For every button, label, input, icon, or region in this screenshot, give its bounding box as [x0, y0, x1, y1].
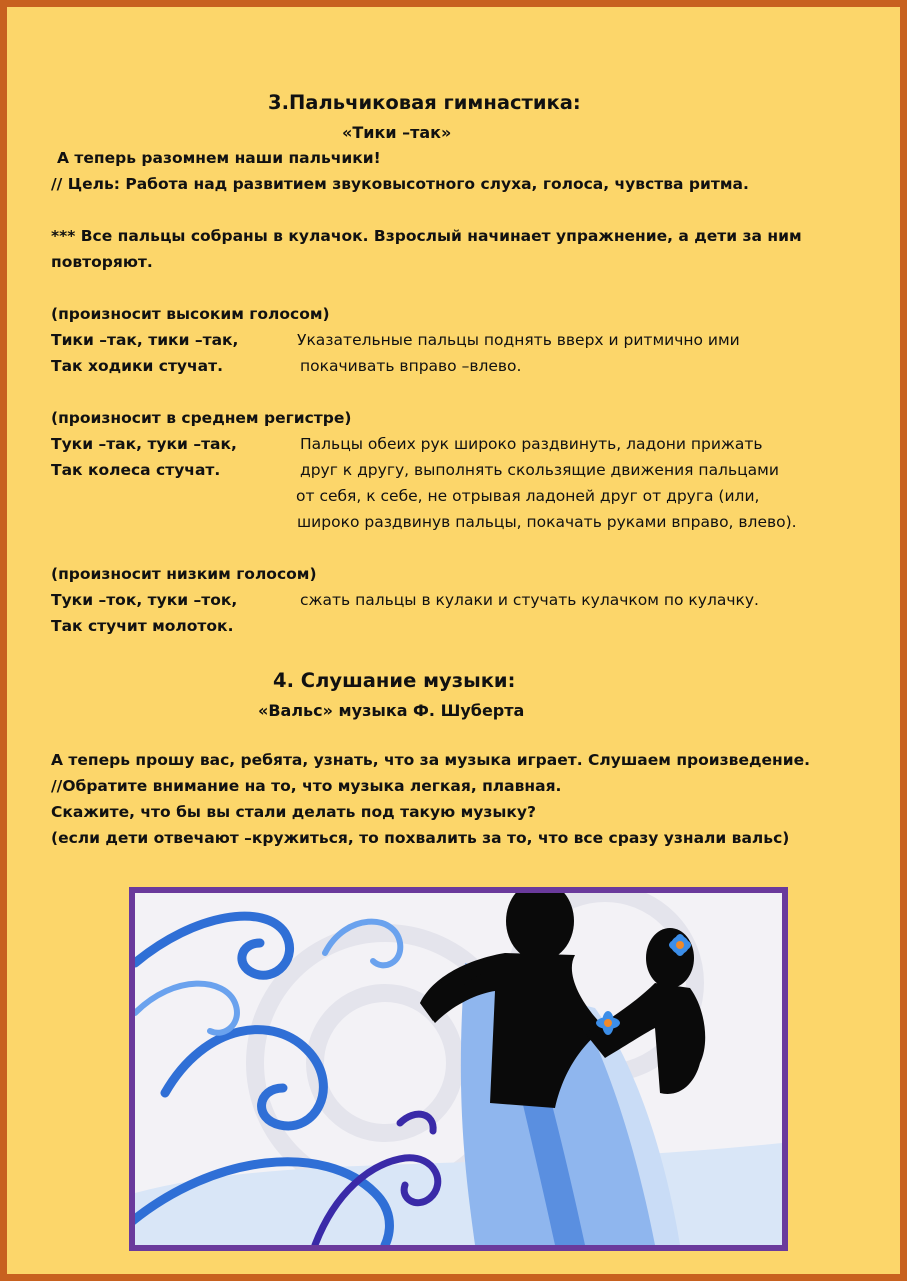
verse-line: Туки –ток, туки –ток, [51, 591, 238, 609]
action-line: друг к другу, выполнять скользящие движения пальцами [300, 461, 779, 479]
action-line: Пальцы обеих рук широко раздвинуть, ладони прижать [300, 435, 763, 453]
action-line: покачивать вправо –влево. [300, 357, 522, 375]
action-line: Указательные пальцы поднять вверх и ритмично ими [297, 331, 740, 349]
voice-note-high: (произносит высоким голосом) [51, 305, 330, 323]
waltz-dancers-illustration [135, 893, 782, 1245]
verse-line: Туки –так, туки –так, [51, 435, 237, 453]
verse-line: Так ходики стучат. [51, 357, 223, 375]
voice-note-middle: (произносит в среднем регистре) [51, 409, 352, 427]
verse-line: Так стучит молоток. [51, 617, 234, 635]
section-4-title: 4. Слушание музыки: [273, 669, 516, 692]
verse-line: Тики –так, тики –так, [51, 331, 239, 349]
instruction-line-2: повторяют. [51, 253, 153, 271]
verse-line: Так колеса стучат. [51, 461, 221, 479]
music-line: (если дети отвечают –кружиться, то похвалить за то, что все сразу узнали вальс) [51, 829, 790, 847]
voice-note-low: (произносит низким голосом) [51, 565, 317, 583]
action-line: от себя, к себе, не отрывая ладоней друг от друга (или, [296, 487, 760, 505]
action-line: широко раздвинув пальцы, покачать руками вправо, влево). [297, 513, 797, 531]
section-4-subtitle: «Вальс» музыка Ф. Шуберта [258, 701, 525, 720]
waltz-illustration [129, 887, 788, 1251]
music-line: //Обратите внимание на то, что музыка легкая, плавная. [51, 777, 562, 795]
action-line: сжать пальцы в кулаки и стучать кулачком по кулачку. [300, 591, 759, 609]
section-3-title: 3.Пальчиковая гимнастика: [268, 91, 581, 114]
section-3-subtitle: «Тики –так» [342, 123, 452, 142]
intro-line: А теперь разомнем наши пальчики! [57, 149, 381, 167]
music-line: Скажите, что бы вы стали делать под такую музыку? [51, 803, 537, 821]
music-line: А теперь прошу вас, ребята, узнать, что за музыка играет. Слушаем произведение. [51, 751, 810, 769]
instruction-line-1: *** Все пальцы собраны в кулачок. Взрослый начинает упражнение, а дети за ним [51, 227, 802, 245]
goal-line: // Цель: Работа над развитием звуковысотного слуха, голоса, чувства ритма. [51, 175, 749, 193]
